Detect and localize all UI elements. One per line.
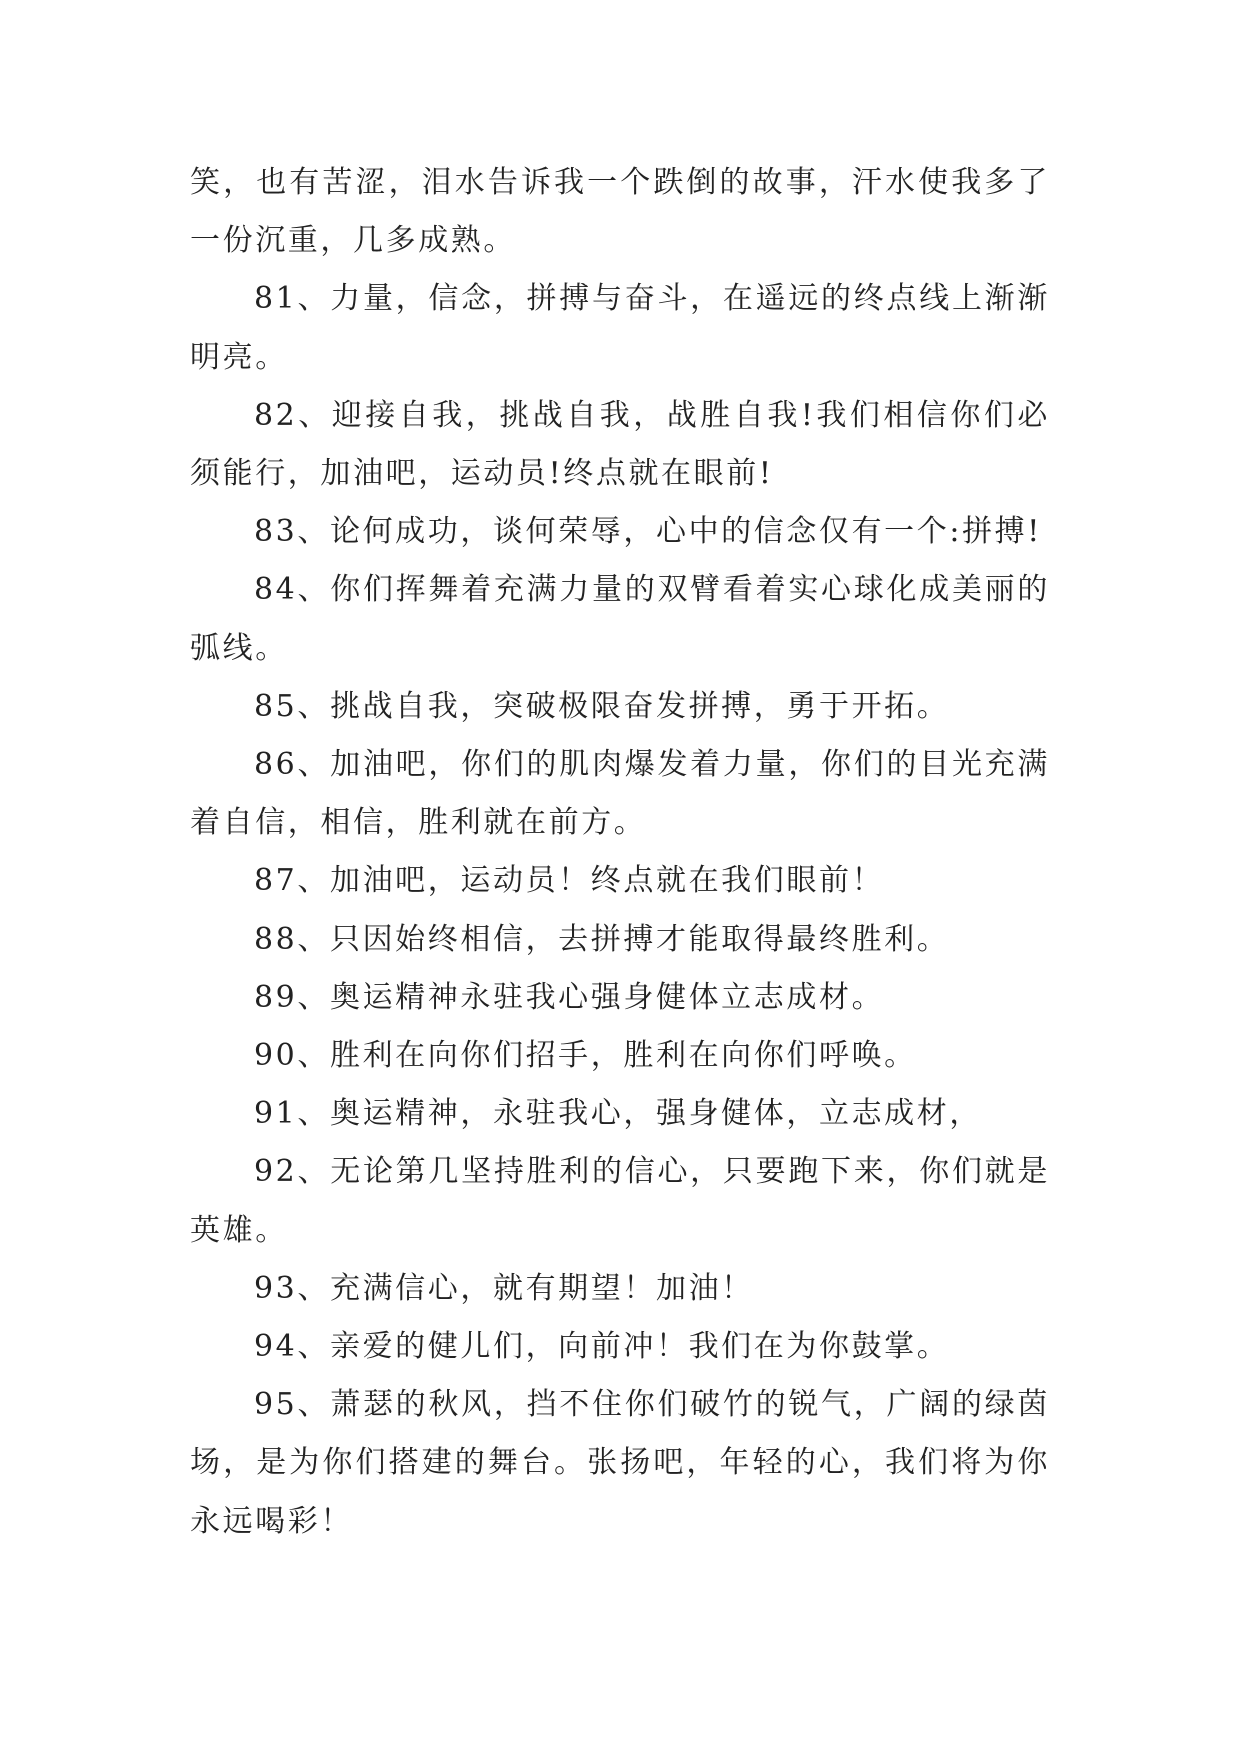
paragraph-95: 95、萧瑟的秋风，挡不住你们破竹的锐气，广阔的绿茵场，是为你们搭建的舞台。张扬吧，年轻的心，我们将为你永远喝彩！ <box>190 1387 1050 1539</box>
paragraph-82: 82、迎接自我，挑战自我，战胜自我!我们相信你们必须能行，加油吧，运动员!终点就在眼前! <box>190 397 1050 492</box>
paragraph-92: 92、无论第几坚持胜利的信心，只要跑下来，你们就是英雄。 <box>190 1154 1050 1248</box>
paragraph-84: 84、你们挥舞着充满力量的双臂看着实心球化成美丽的弧线。 <box>190 572 1050 666</box>
paragraph-89: 89、奥运精神永驻我心强身健体立志成材。 <box>254 979 885 1015</box>
paragraph-88: 88、只因始终相信，去拼搏才能取得最终胜利。 <box>254 921 950 957</box>
paragraph-87: 87、加油吧，运动员！终点就在我们眼前！ <box>254 863 885 899</box>
paragraph-86: 86、加油吧，你们的肌肉爆发着力量，你们的目光充满着自信，相信，胜利就在前方。 <box>190 747 1050 841</box>
paragraph-90: 90、胜利在向你们招手，胜利在向你们呼唤。 <box>254 1038 917 1074</box>
document-body <box>190 154 1050 1551</box>
paragraph-91: 91、奥运精神，永驻我心，强身健体，立志成材， <box>254 1096 982 1132</box>
paragraph-94: 94、亲爱的健儿们，向前冲！我们在为你鼓掌。 <box>254 1329 950 1365</box>
paragraph-83: 83、论何成功，谈何荣辱，心中的信念仅有一个:拼搏! <box>254 514 1042 550</box>
paragraph-85: 85、挑战自我，突破极限奋发拼搏，勇于开拓。 <box>254 688 950 724</box>
paragraph-continuation: 笑，也有苦涩，泪水告诉我一个跌倒的故事，汗水使我多了一份沉重，几多成熟。 <box>190 165 1050 259</box>
paragraph-93: 93、充满信心，就有期望！加油！ <box>254 1270 754 1306</box>
paragraph-81: 81、力量，信念，拼搏与奋斗，在遥远的终点线上渐渐明亮。 <box>190 281 1050 375</box>
